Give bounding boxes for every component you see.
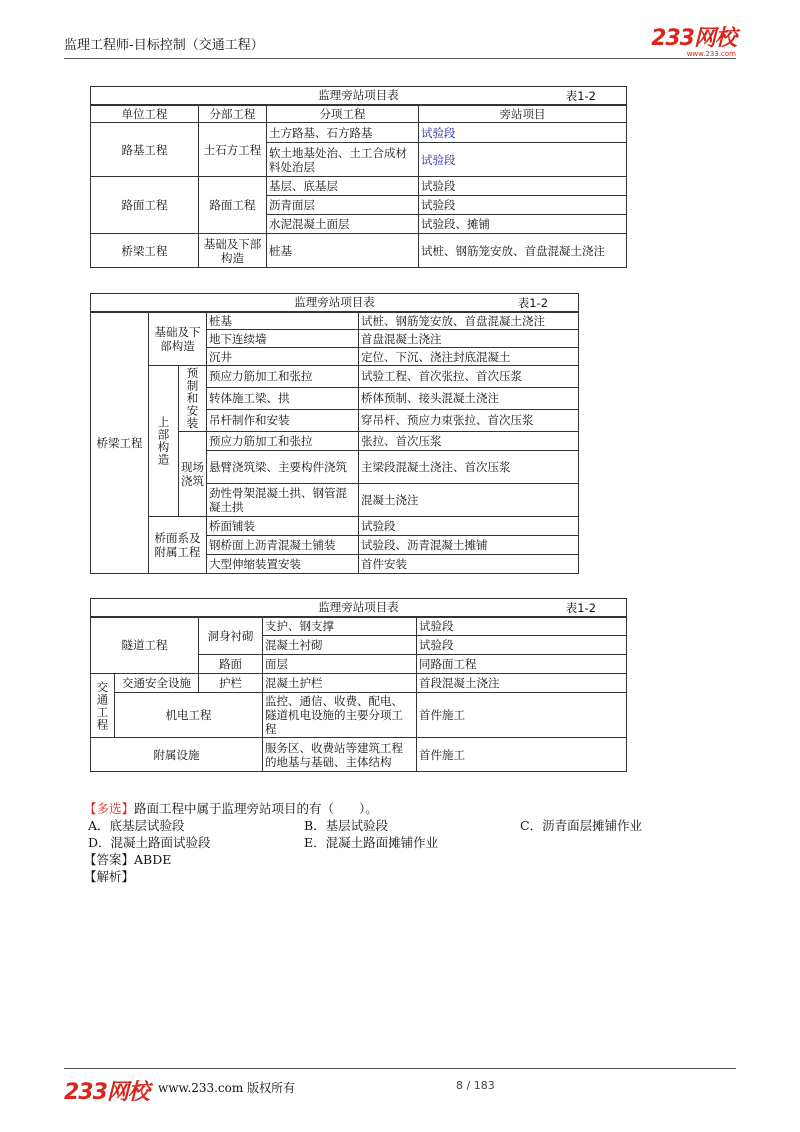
table-cell: 交通安全设施 bbox=[115, 674, 199, 693]
table-cell: 混凝土护栏 bbox=[263, 674, 417, 693]
question-stem-line bbox=[84, 800, 728, 817]
table-cell: 桩基 bbox=[207, 312, 359, 330]
vertical-text: 上部构造 bbox=[156, 415, 171, 466]
vertical-text: 预制和安装 bbox=[185, 367, 200, 430]
table-cell: 基础及下部构造 bbox=[199, 234, 267, 268]
table-cell: 穿吊杆、预应力束张拉、首次压浆 bbox=[359, 409, 579, 431]
table-cell: 桥面系及附属工程 bbox=[149, 516, 207, 573]
table-header: 单位工程 bbox=[91, 105, 199, 123]
table-header: 旁站项目 bbox=[419, 105, 627, 123]
table-header: 分部工程 bbox=[199, 105, 267, 123]
table-cell: 大型伸缩装置安装 bbox=[207, 554, 359, 573]
table-cell: 试验段、沥青混凝土摊铺 bbox=[359, 535, 579, 554]
table-cell: 试验段 bbox=[419, 177, 627, 196]
table-1-caption: 监理旁站项目表 表1-2 bbox=[91, 87, 627, 105]
table-cell: 试桩、钢筋笼安放、首盘混凝土浇注 bbox=[359, 312, 579, 330]
option-d: D．混凝土路面试验段 bbox=[88, 835, 211, 850]
option-c: C．沥青面层摊铺作业 bbox=[520, 818, 643, 833]
table-cell: 吊杆制作和安装 bbox=[207, 409, 359, 431]
table-cell: 试验段、摊铺 bbox=[419, 215, 627, 234]
analysis-line: 【解析】 bbox=[84, 869, 135, 884]
table-cell: 隧道工程 bbox=[91, 617, 199, 674]
table-cell: 软土地基处治、土工合成材料处治层 bbox=[267, 143, 419, 177]
page-footer bbox=[64, 1068, 736, 1103]
table-cell: 劲性骨架混凝土拱、钢管混凝土拱 bbox=[207, 483, 359, 516]
page-number: 8 / 183 bbox=[456, 1079, 495, 1092]
logo-sub: www.233.com bbox=[686, 50, 736, 58]
table-cell bbox=[91, 674, 115, 738]
header-title: 监理工程师-目标控制（交通工程） bbox=[64, 38, 264, 53]
table-cell: 钢桥面上沥青混凝土铺装 bbox=[207, 535, 359, 554]
table-cell: 土石方工程 bbox=[199, 123, 267, 177]
table-cell: 面层 bbox=[263, 655, 417, 674]
table-cell: 护栏 bbox=[199, 674, 263, 693]
table-cell: 路面工程 bbox=[199, 177, 267, 234]
question-stem: 路面工程中属于监理旁站项目的有（ ）。 bbox=[134, 801, 378, 816]
table-cell: 首件施工 bbox=[417, 738, 627, 772]
table-cell: 地下连续墙 bbox=[207, 330, 359, 348]
table-3-caption: 监理旁站项目表 表1-2 bbox=[91, 599, 627, 617]
table-cell: 桥梁工程 bbox=[91, 312, 149, 574]
table-cell: 基础及下部构造 bbox=[149, 312, 207, 366]
page-header bbox=[64, 28, 736, 59]
brand-logo bbox=[651, 28, 736, 58]
table-cell: 洞身衬砌 bbox=[199, 617, 263, 655]
answer-line: 【答案】ABDE bbox=[84, 852, 172, 867]
table-cell: 机电工程 bbox=[115, 693, 263, 738]
table-cell: 主梁段混凝土浇注、首次压浆 bbox=[359, 450, 579, 483]
table-cell: 土方路基、石方路基 bbox=[267, 123, 419, 143]
footer-logo: 233网校 bbox=[64, 1080, 149, 1105]
table-cell: 桥面铺装 bbox=[207, 516, 359, 535]
table-cell: 现场浇筑 bbox=[179, 431, 207, 516]
table-cell: 桥体预制、接头混凝土浇注 bbox=[359, 387, 579, 409]
table-cell: 路面工程 bbox=[91, 177, 199, 234]
option-e: E．混凝土路面摊铺作业 bbox=[304, 835, 439, 850]
table-cell bbox=[179, 366, 207, 432]
table-cell: 水泥混凝土面层 bbox=[267, 215, 419, 234]
table-cell: 首盘混凝土浇注 bbox=[359, 330, 579, 348]
table-cell: 试验段 bbox=[419, 123, 627, 143]
table-cell: 桩基 bbox=[267, 234, 419, 268]
table-1 bbox=[90, 86, 627, 268]
table-cell: 试桩、钢筋笼安放、首盘混凝土浇注 bbox=[419, 234, 627, 268]
table-cell: 转体施工梁、拱 bbox=[207, 387, 359, 409]
table-cell: 首段混凝土浇注 bbox=[417, 674, 627, 693]
table-cell: 监控、通信、收费、配电、隧道机电设施的主要分项工程 bbox=[263, 693, 417, 738]
table-cell: 沉井 bbox=[207, 348, 359, 366]
table-cell: 预应力筋加工和张拉 bbox=[207, 366, 359, 388]
question-tag: 【多选】 bbox=[84, 801, 135, 816]
table-cell: 基层、底基层 bbox=[267, 177, 419, 196]
logo-main: 233网校 bbox=[651, 26, 736, 51]
table-cell: 试验段 bbox=[417, 617, 627, 636]
table-cell: 试验段 bbox=[359, 516, 579, 535]
footer-copyright: www.233.com 版权所有 bbox=[158, 1081, 296, 1095]
table-2 bbox=[90, 293, 579, 574]
table-cell: 试验段 bbox=[419, 196, 627, 215]
table-2-caption: 监理旁站项目表 表1-2 bbox=[91, 294, 579, 312]
table-cell: 桥梁工程 bbox=[91, 234, 199, 268]
table-cell: 同路面工程 bbox=[417, 655, 627, 674]
table-cell: 预应力筋加工和张拉 bbox=[207, 431, 359, 450]
option-a: A．底基层试验段 bbox=[88, 818, 185, 833]
table-cell: 悬臂浇筑梁、主要构件浇筑 bbox=[207, 450, 359, 483]
table-cell: 支护、钢支撑 bbox=[263, 617, 417, 636]
table-cell: 试验段 bbox=[419, 143, 627, 177]
question-block bbox=[84, 800, 728, 885]
table-header: 分项工程 bbox=[267, 105, 419, 123]
option-b: B．基层试验段 bbox=[304, 818, 389, 833]
table-cell: 路面 bbox=[199, 655, 263, 674]
table-cell: 张拉、首次压浆 bbox=[359, 431, 579, 450]
table-cell: 首件施工 bbox=[417, 693, 627, 738]
table-cell: 服务区、收费站等建筑工程的地基与基础、主体结构 bbox=[263, 738, 417, 772]
table-cell: 路基工程 bbox=[91, 123, 199, 177]
table-cell: 首件安装 bbox=[359, 554, 579, 573]
table-cell: 沥青面层 bbox=[267, 196, 419, 215]
table-cell: 混凝土浇注 bbox=[359, 483, 579, 516]
table-cell: 混凝土衬砌 bbox=[263, 636, 417, 655]
table-3 bbox=[90, 598, 627, 772]
table-cell bbox=[149, 366, 179, 517]
table-cell: 试验段 bbox=[417, 636, 627, 655]
table-cell: 附属设施 bbox=[91, 738, 263, 772]
table-cell: 试验工程、首次张拉、首次压浆 bbox=[359, 366, 579, 388]
table-cell: 定位、下沉、浇注封底混凝土 bbox=[359, 348, 579, 366]
vertical-text: 交通工程 bbox=[95, 680, 110, 731]
